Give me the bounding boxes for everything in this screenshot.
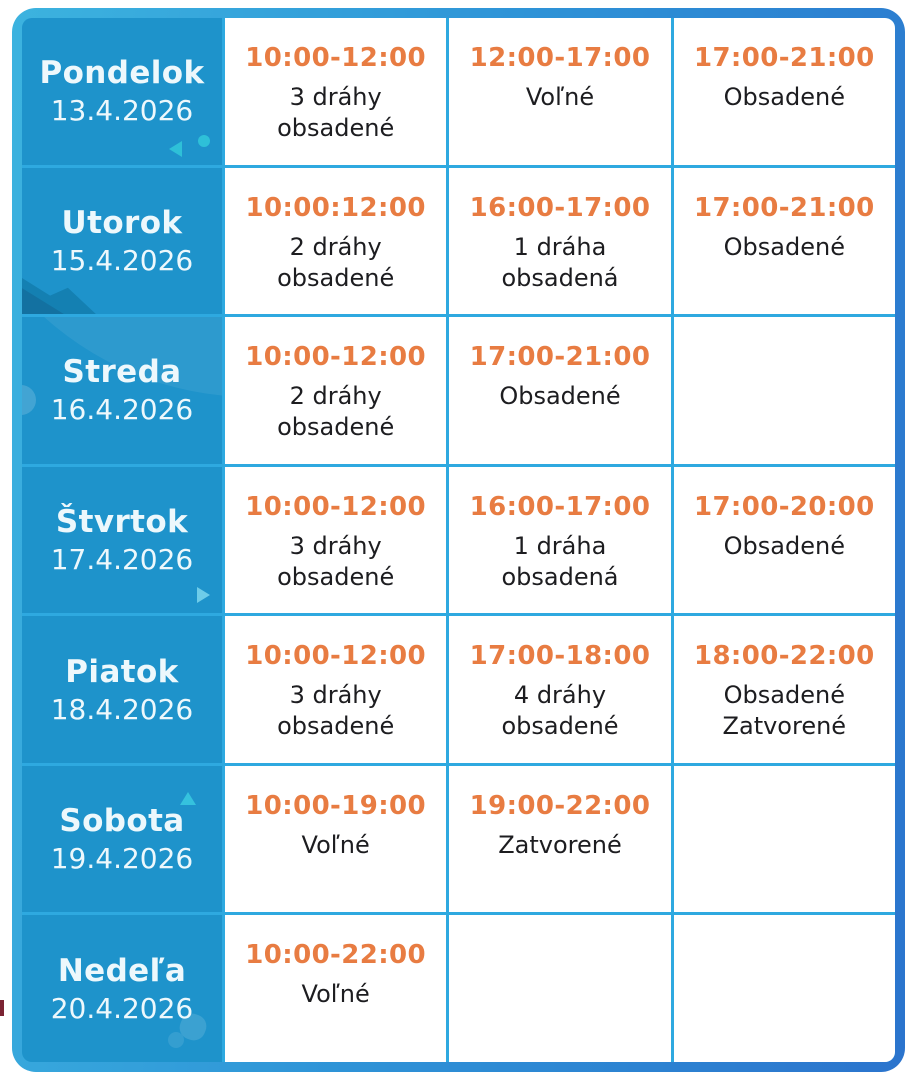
slot-time: 10:00-19:00	[245, 790, 427, 821]
day-name: Utorok	[61, 204, 183, 241]
slot-cell	[449, 317, 670, 464]
slot-cell	[449, 766, 670, 913]
day-cell-streda	[22, 317, 222, 464]
slot-status: 1 dráha obsadená	[501, 232, 619, 292]
slot-time: 10:00-12:00	[245, 641, 427, 672]
slot-status: Obsadené	[723, 232, 845, 261]
slot-cell	[674, 616, 895, 763]
slot-status: Voľné	[301, 980, 370, 1009]
slot-status: 1 dráha obsadená	[501, 531, 619, 591]
triangle-left-decoration	[169, 141, 182, 157]
slot-cell	[225, 317, 446, 464]
slot-time: 17:00-21:00	[693, 192, 875, 223]
slot-time: 10:00-12:00	[245, 342, 427, 373]
day-name: Piatok	[65, 653, 179, 690]
slot-cell	[225, 467, 446, 614]
slot-time: 10:00-22:00	[245, 940, 427, 971]
day-date: 16.4.2026	[50, 393, 194, 427]
slot-time: 10:00-12:00	[245, 43, 427, 73]
slot-cell	[674, 467, 895, 614]
slot-cell	[449, 18, 670, 165]
day-name: Sobota	[59, 803, 185, 840]
slot-time: 17:00-21:00	[469, 342, 651, 373]
slot-cell-empty	[674, 766, 895, 913]
slot-status: 4 dráhy obsadené	[501, 681, 619, 741]
day-name: Nedeľa	[57, 952, 187, 989]
day-date: 15.4.2026	[50, 243, 194, 277]
slot-status: 3 dráhy obsadené	[277, 83, 395, 143]
slot-time: 17:00-21:00	[693, 43, 875, 73]
slot-cell-empty	[674, 317, 895, 464]
slot-status: Obsadené	[723, 531, 845, 560]
slot-status: 3 dráhy obsadené	[277, 531, 395, 591]
slot-status: 2 dráhy obsadené	[277, 232, 395, 292]
day-date: 19.4.2026	[50, 842, 194, 876]
edge-artifact-decoration	[0, 1000, 4, 1016]
slot-cell	[225, 766, 446, 913]
slot-cell-empty	[674, 915, 895, 1062]
slot-cell	[674, 18, 895, 165]
slot-status: Obsadené	[723, 83, 845, 111]
day-cell-nedela	[22, 915, 222, 1062]
slot-time: 12:00-17:00	[469, 43, 651, 73]
slot-cell	[225, 168, 446, 315]
day-name: Streda	[62, 354, 182, 391]
slot-time: 16:00-17:00	[469, 491, 651, 522]
blob-decoration	[168, 1032, 184, 1048]
day-cell-stvrtok	[22, 467, 222, 614]
slot-cell	[225, 915, 446, 1062]
slot-status: Voľné	[301, 830, 370, 859]
slot-status: Voľné	[525, 83, 595, 111]
slot-status: 3 dráhy obsadené	[277, 681, 395, 741]
day-name: Štvrtok	[55, 503, 189, 540]
slot-status: Obsadené	[499, 382, 621, 411]
slot-status: Obsadené Zatvorené	[722, 681, 847, 741]
day-date: 18.4.2026	[50, 692, 194, 726]
slot-cell	[225, 18, 446, 165]
day-date: 17.4.2026	[50, 542, 194, 576]
day-date: 13.4.2026	[50, 94, 194, 128]
day-name: Pondelok	[39, 55, 205, 92]
schedule-card	[12, 8, 905, 1072]
triangle-up-decoration	[180, 792, 196, 805]
slot-time: 17:00-20:00	[693, 491, 875, 522]
slot-cell	[449, 467, 670, 614]
slot-time: 16:00-17:00	[469, 192, 651, 223]
day-cell-piatok	[22, 616, 222, 763]
slot-time: 18:00-22:00	[693, 641, 875, 672]
day-cell-utorok	[22, 168, 222, 315]
slot-time: 19:00-22:00	[469, 790, 651, 821]
day-cell-sobota	[22, 766, 222, 913]
slot-cell	[225, 616, 446, 763]
day-date: 20.4.2026	[50, 991, 194, 1025]
schedule-table	[22, 18, 895, 1062]
slot-time: 10:00:12:00	[245, 192, 426, 223]
slot-time: 10:00-12:00	[245, 491, 427, 522]
slot-cell-empty	[449, 915, 670, 1062]
day-cell-pondelok	[22, 18, 222, 165]
slot-time: 17:00-18:00	[469, 641, 651, 672]
slot-status: 2 dráhy obsadené	[277, 382, 395, 442]
slot-cell	[449, 168, 670, 315]
slot-cell	[674, 168, 895, 315]
dot-decoration	[198, 135, 210, 147]
半circle-bump-decoration	[22, 385, 36, 415]
slot-status: Zatvorené	[498, 830, 622, 859]
triangle-right-decoration	[197, 587, 210, 603]
slot-cell	[449, 616, 670, 763]
